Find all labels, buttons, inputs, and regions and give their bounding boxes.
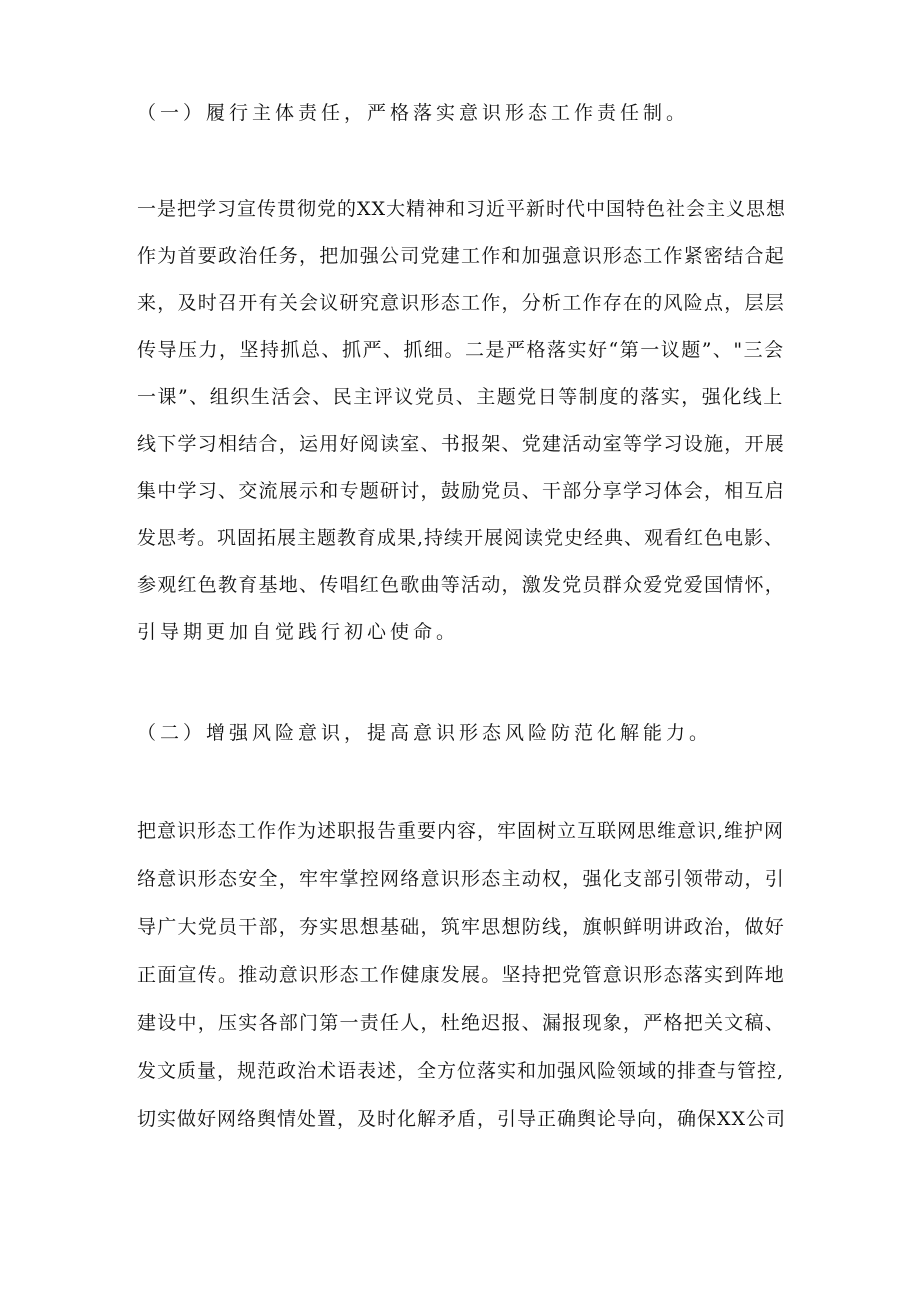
section1-line-2: 作为首要政治任务，把加强公司党建工作和加强意识形态工作紧密结合起: [137, 245, 786, 267]
section1-line-8: 发思考。巩固拓展主题教育成果,持续开展阅读党史经典、观看红色电影、: [137, 527, 785, 549]
section2-line-6: 发文质量，规范政治术语表述，全方位落实和加强风险领域的排查与管控,: [137, 1060, 785, 1082]
section1-line-5: 一课”、组织生活会、民主评议党员、主题党日等制度的落实，强化线上: [137, 386, 784, 408]
section2-heading: （二）增强风险意识，提高意识形态风险防范化解能力。: [137, 722, 713, 744]
section1-line-1: 一是把学习宣传贯彻党的XX大精神和习近平新时代中国特色社会主义思想: [137, 198, 787, 220]
section1-line-9: 参观红色教育基地、传唱红色歌曲等活动，激发党员群众爱党爱国情怀，: [137, 574, 786, 596]
section1-line-4: 传导压力，坚持抓总、抓严、抓细。二是严格落实好“第一议题”、"三会: [137, 339, 785, 361]
section2-line-4: 正面宣传。推动意识形态工作健康发展。坚持把党管意识形态落实到阵地: [137, 964, 786, 986]
section1-line-7: 集中学习、交流展示和专题研讨，鼓励党员、干部分享学习体会，相互启: [137, 480, 786, 502]
section2-line-1: 把意识形态工作作为述职报告重要内容，牢固树立互联网思维意识,维护网: [137, 820, 785, 842]
section2-line-5: 建设中，压实各部门第一责任人，杜绝迟报、漏报现象，严格把关文稿、: [137, 1012, 786, 1034]
section2-line-7: 切实做好网络舆情处置，及时化解矛盾，引导正确舆论导向，确保XX公司: [137, 1108, 787, 1130]
section1-heading: （一）履行主体责任，严格落实意识形态工作责任制。: [137, 102, 690, 124]
section1-line-10: 引导期更加自觉践行初心使命。: [137, 621, 460, 643]
section1-line-3: 来，及时召开有关会议研究意识形态工作，分析工作存在的风险点，层层: [137, 292, 786, 314]
section2-line-3: 导广大党员干部，夯实思想基础，筑牢思想防线，旗帜鲜明讲政治，做好: [137, 916, 786, 938]
section1-line-6: 线下学习相结合，运用好阅读室、书报架、党建活动室等学习设施，开展: [137, 433, 786, 455]
section2-line-2: 络意识形态安全，牢牢掌控网络意识形态主动权，强化支部引领带动，引: [137, 868, 786, 890]
